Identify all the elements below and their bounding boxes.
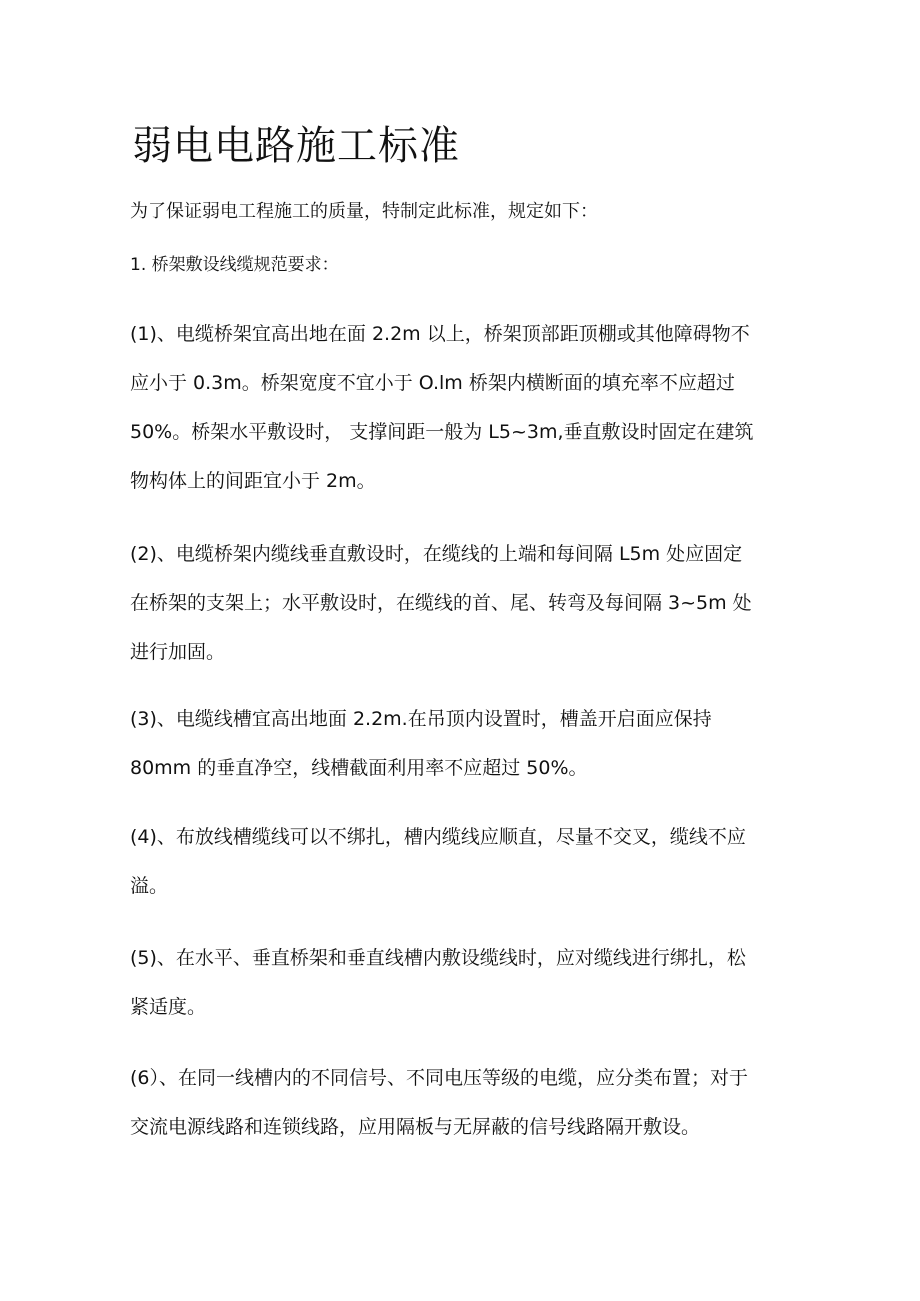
requirement-item-4 [130, 813, 795, 911]
requirement-line: 溢。 [130, 875, 169, 897]
document-title: 弱电电路施工标准 [132, 123, 460, 169]
requirement-item-3 [130, 695, 795, 793]
requirement-item-2 [130, 530, 795, 677]
requirement-line: 80mm 的垂直净空，线槽截面利用率不应超过 50%。 [130, 757, 588, 779]
requirement-item-5 [130, 934, 795, 1032]
intro-paragraph: 为了保证弱电工程施工的质量，特制定此标准，规定如下： [130, 201, 598, 222]
requirement-line: (5)、在水平、垂直桥架和垂直线槽内敷设缆线时，应对缆线进行绑扎，松 [130, 947, 746, 969]
requirement-line: (4)、布放线槽缆线可以不绑扎，槽内缆线应顺直，尽量不交叉，缆线不应 [130, 826, 746, 848]
requirement-line: (2)、电缆桥架内缆线垂直敷设时，在缆线的上端和每间隔 L5m 处应固定 [130, 543, 743, 565]
requirement-line: 物构体上的间距宜小于 2m。 [130, 470, 376, 492]
requirement-line: 紧适度。 [130, 996, 207, 1018]
requirement-line: 进行加固。 [130, 641, 226, 663]
requirement-line: (3)、电缆线槽宜高出地面 2.2m.在吊顶内设置时，槽盖开启面应保持 [130, 708, 712, 730]
requirement-line: 交流电源线路和连锁线路，应用隔板与无屏蔽的信号线路隔开敷设。 [130, 1116, 701, 1138]
requirement-line: 在桥架的支架上；水平敷设时，在缆线的首、尾、转弯及每间隔 3~5m 处 [130, 592, 752, 614]
requirement-line: (6）、在同一线槽内的不同信号、不同电压等级的电缆，应分类布置；对于 [130, 1067, 749, 1089]
requirement-line: 应小于 0.3m。桥架宽度不宜小于 O.lm 桥架内横断面的填充率不应超过 [130, 372, 735, 394]
requirement-item-6 [130, 1054, 795, 1152]
requirement-item-1 [130, 310, 795, 506]
section-heading-1: 1. 桥架敷设线缆规范要求： [130, 255, 339, 275]
requirement-line: 50%。桥架水平敷设时， 支撑间距一般为 L5~3m,垂直敷设时固定在建筑 [130, 421, 754, 443]
requirement-line: (1)、电缆桥架宜高出地在面 2.2m 以上，桥架顶部距顶棚或其他障碍物不 [130, 323, 750, 345]
